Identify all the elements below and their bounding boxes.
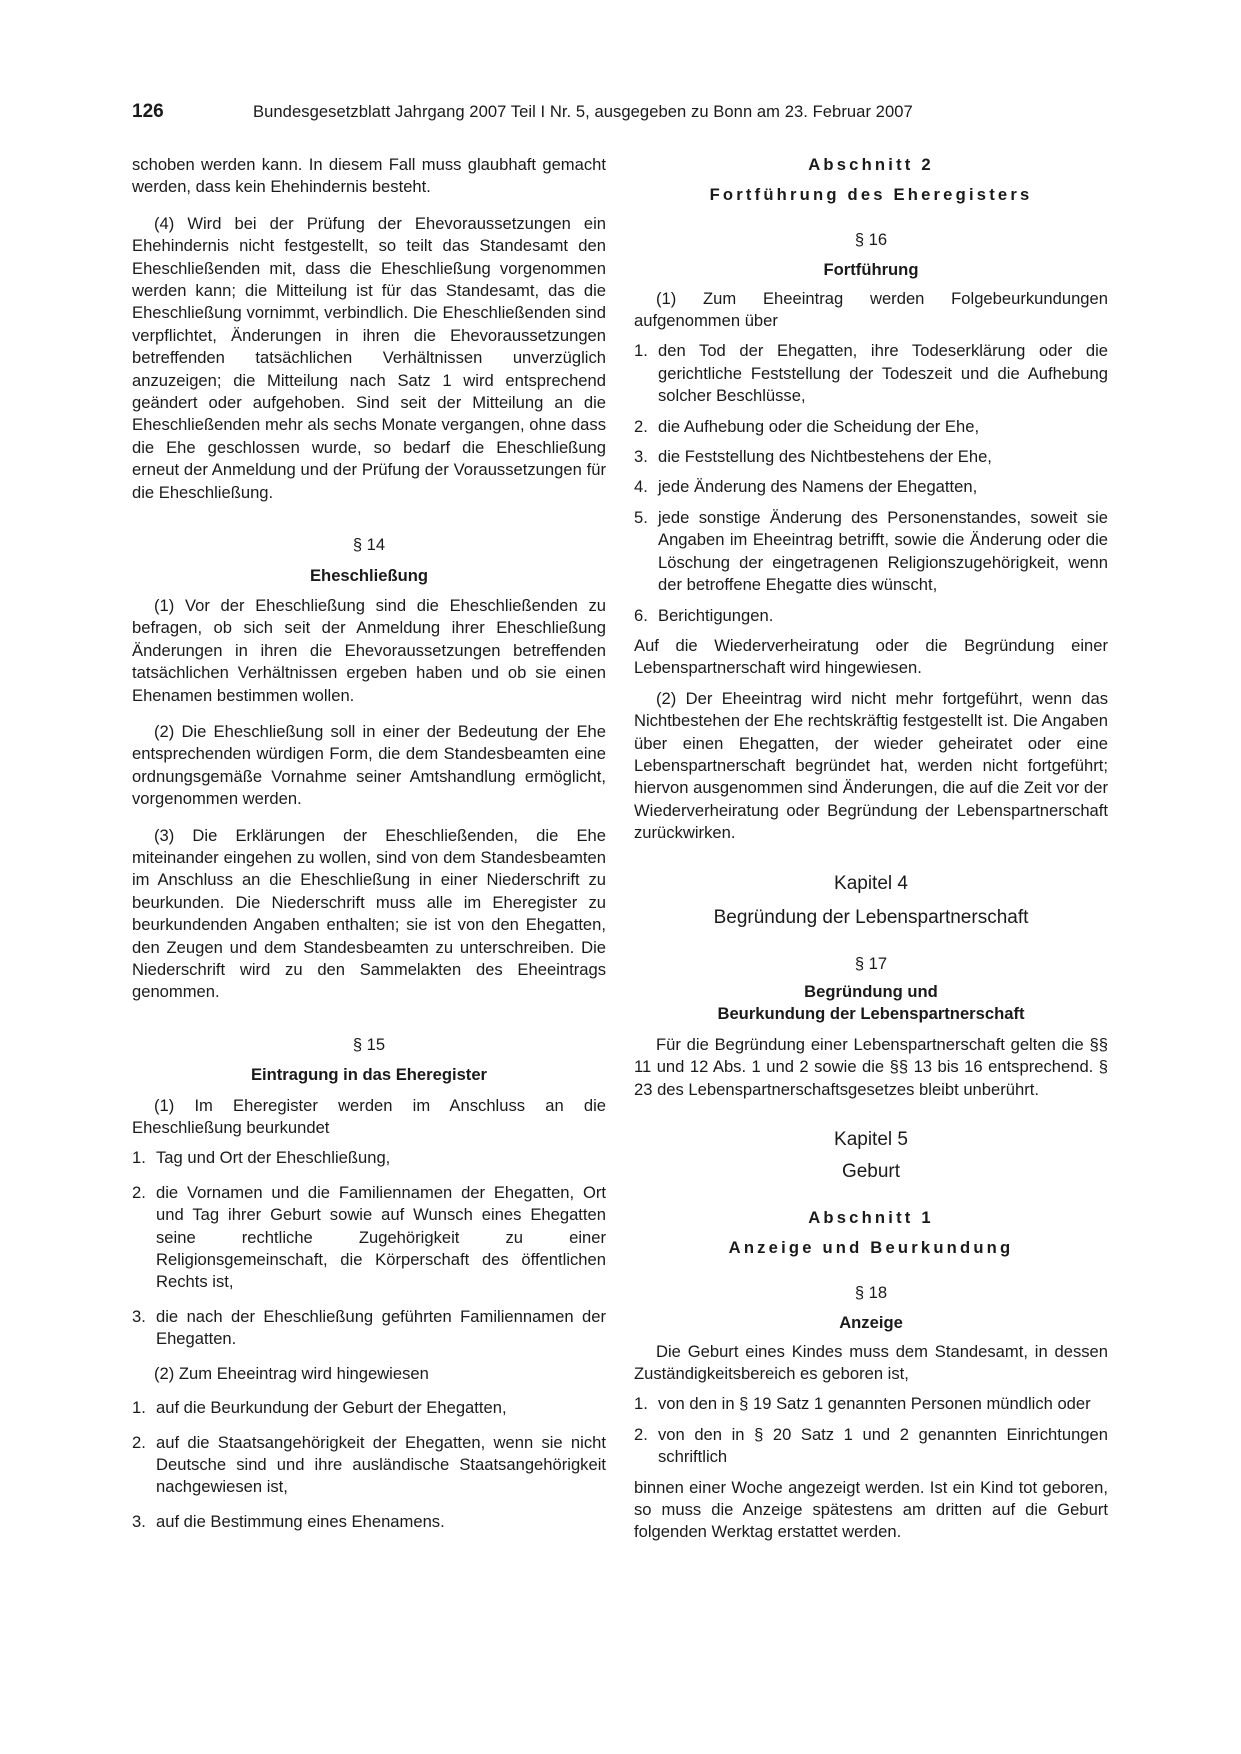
list-item: 2. auf die Staatsangehörigkeit der Ehegatten, wenn sie nicht Deutsche sind und ihre ausländische Staatsangehörigkeit nachgewiesen ist,: [132, 1432, 606, 1497]
header-title: Bundesgesetzblatt Jahrgang 2007 Teil I Nr. 5, ausgegeben zu Bonn am 23. Februar 2007: [253, 102, 913, 121]
section-17-title-line1: Begründung und: [804, 981, 938, 1001]
list-item: 6. Berichtigungen.: [634, 605, 774, 625]
kapitel-5-heading: Kapitel 5: [834, 1129, 908, 1150]
section-15-number: § 15: [352, 1034, 386, 1054]
list-item: 1. den Tod der Ehegatten, ihre Todeserklärung oder die gerichtliche Feststellung der Todeszeit und die Aufhebung solcher Beschlüsse,: [634, 341, 1108, 406]
list-item: 1. von den in § 19 Satz 1 genannten Personen mündlich oder: [634, 1394, 1091, 1414]
section-14-number: § 14: [352, 535, 386, 555]
section-16-number: § 16: [854, 229, 888, 249]
abschnitt-1-title: Anzeige und Beurkundung: [728, 1238, 1014, 1258]
list-15-1: [132, 1147, 606, 1350]
list-item: 1. auf die Beurkundung der Geburt der Ehegatten,: [132, 1398, 507, 1418]
paragraph-13-4: (4) Wird bei der Prüfung der Ehevoraussetzungen ein Ehehindernis nicht festgestellt, so teilt das Standesamt den Eheschließenden mit, dass die Eheschließung vorgenommen werden kann; die Mitteilung ist für das Standesamt, das die Eheschließung vornimmt, verbindlich. Die Eheschließenden sind verpflichtet, Änderungen in ihren die Ehevoraussetzungen betreffenden tatsächlichen Verhältnissen unverzüglich anzuzeigen; die Mitteilung nach Satz 1 wird entsprechend geändert oder aufgehoben. Sind seit der Mitteilung an die Eheschließenden mehr als sechs Monate vergangen, ohne dass die Ehe geschlossen wurde, so bedarf die Eheschließung erneut der Anmeldung und der Prüfung der Voraussetzungen für die Eheschließung.: [132, 213, 606, 502]
paragraph-16-2: (2) Der Eheeintrag wird nicht mehr fortgeführt, wenn das Nichtbestehen der Ehe rechtskräftig festgestellt ist. Die Angaben über einen Ehegatten, der wieder geheiratet oder eine Lebenspartnerschaft begründet hat, werden nicht fortgeführt; hiervon ausgenommen sind Änderungen, die auf die Zeit vor der Wiederverheiratung oder Begründung der Lebenspartnerschaft zurückwirken.: [634, 688, 1108, 843]
section-18-number: § 18: [854, 1282, 888, 1302]
abschnitt-2-title: Fortführung des Eheregisters: [709, 185, 1033, 205]
list-item: 4. jede Änderung des Namens der Ehegatten,: [634, 477, 978, 497]
kapitel-4-heading: Kapitel 4: [834, 872, 908, 894]
section-14-title: Eheschließung: [309, 565, 429, 585]
section-16-title: Fortführung: [823, 260, 919, 280]
abschnitt-1-heading: Abschnitt 1: [808, 1208, 934, 1227]
section-15-title: Eintragung in das Eheregister: [250, 1065, 488, 1085]
paragraph-15-2: (2) Zum Eheeintrag wird hingewiesen: [154, 1363, 429, 1383]
list-item: 5. jede sonstige Änderung des Personenstandes, soweit sie Angaben im Eheeintrag betrifft, sowie die Änderung oder die Löschung der eingetragenen Religionszugehörigkeit, wenn der betroffene Ehegatte dies wünscht,: [634, 507, 1108, 595]
paragraph-18: Die Geburt eines Kindes muss dem Standesamt, in dessen Zuständigkeitsbereich es geboren ist,: [634, 1341, 1108, 1384]
list-item: 3. die Feststellung des Nichtbestehens der Ehe,: [634, 447, 992, 467]
section-18-title: Anzeige: [839, 1313, 903, 1333]
list-item: 1. Tag und Ort der Eheschließung,: [132, 1148, 391, 1168]
list-item: 3. auf die Bestimmung eines Ehenamens.: [132, 1511, 445, 1531]
paragraph-continuation: schoben werden kann. In diesem Fall muss glaubhaft gemacht werden, dass kein Ehehindernis besteht.: [132, 155, 606, 197]
kapitel-5-title: Geburt: [841, 1161, 901, 1182]
kapitel-4-title: Begründung der Lebenspartnerschaft: [713, 906, 1029, 928]
paragraph-16-after: Auf die Wiederverheiratung oder die Begründung einer Lebenspartnerschaft wird hingewiesen.: [634, 635, 1108, 678]
list-15-2: [132, 1397, 606, 1533]
paragraph-14-3: (3) Die Erklärungen der Eheschließenden, die Ehe miteinander eingehen zu wollen, sind von dem Standesbeamten im Anschluss an die Eheschließung in einer Niederschrift zu beurkunden. Die Niederschrift muss alle im Eheregister zu beurkundenden Angaben enthalten; sie ist von den Ehegatten, den Zeugen und dem Standesbeamten zu unterschreiben. Die Niederschrift wird zu den Sammelakten des Eheeintrags genommen.: [132, 825, 606, 1002]
abschnitt-2-heading: Abschnitt 2: [808, 155, 934, 174]
list-item: 2. die Aufhebung oder die Scheidung der Ehe,: [634, 416, 980, 436]
right-column: [634, 154, 1108, 1544]
paragraph-14-2: (2) Die Eheschließung soll in einer der Bedeutung der Ehe entsprechenden würdigen Form, die dem Standesbeamten eine ordnungsgemäße Vornahme seiner Amtshandlung ermöglicht, vorgenommen werden.: [132, 721, 606, 809]
list-16-1: [634, 340, 1108, 626]
section-17-number: § 17: [854, 953, 888, 973]
list-item: 2. die Vornamen und die Familiennamen der Ehegatten, Ort und Tag ihrer Geburt sowie auf Wunsch eines Ehegatten seine rechtliche Zugehörigkeit zu einer Religionsgemeinschaft, die Körperschaft des öffentlichen Rechts ist,: [132, 1182, 606, 1292]
paragraph-18-after: binnen einer Woche angezeigt werden. Ist ein Kind tot geboren, so muss die Anzeige spätestens am dritten auf die Geburt folgenden Werktag erstattet werden.: [634, 1477, 1108, 1542]
paragraph-17: Für die Begründung einer Lebenspartnerschaft gelten die §§ 11 und 12 Abs. 1 und 2 sowie die §§ 13 bis 16 entsprechend. § 23 des Lebenspartnerschaftsgesetzes bleibt unberührt.: [634, 1034, 1108, 1099]
list-item: 3. die nach der Eheschließung geführten Familiennamen der Ehegatten.: [132, 1306, 606, 1349]
paragraph-15-1: (1) Im Eheregister werden im Anschluss an die Eheschließung beurkundet: [132, 1095, 606, 1138]
left-column: [132, 154, 606, 1533]
list-18: [634, 1393, 1108, 1468]
paragraph-16-1: (1) Zum Eheeintrag werden Folgebeurkundungen aufgenommen über: [634, 288, 1108, 331]
section-17-title-line2: Beurkundung der Lebenspartnerschaft: [717, 1004, 1025, 1024]
page-header: [132, 101, 992, 127]
paragraph-14-1: (1) Vor der Eheschließung sind die Eheschließenden zu befragen, ob sich seit der Anmeldung ihrer Eheschließung Änderungen in ihren die Ehevoraussetzungen betreffenden tatsächlichen Verhältnissen ergeben haben und ob sie einen Ehenamen bestimmen wollen.: [132, 595, 606, 705]
list-item: 2. von den in § 20 Satz 1 und 2 genannten Einrichtungen schriftlich: [634, 1424, 1108, 1467]
page-number: 126: [132, 101, 164, 122]
